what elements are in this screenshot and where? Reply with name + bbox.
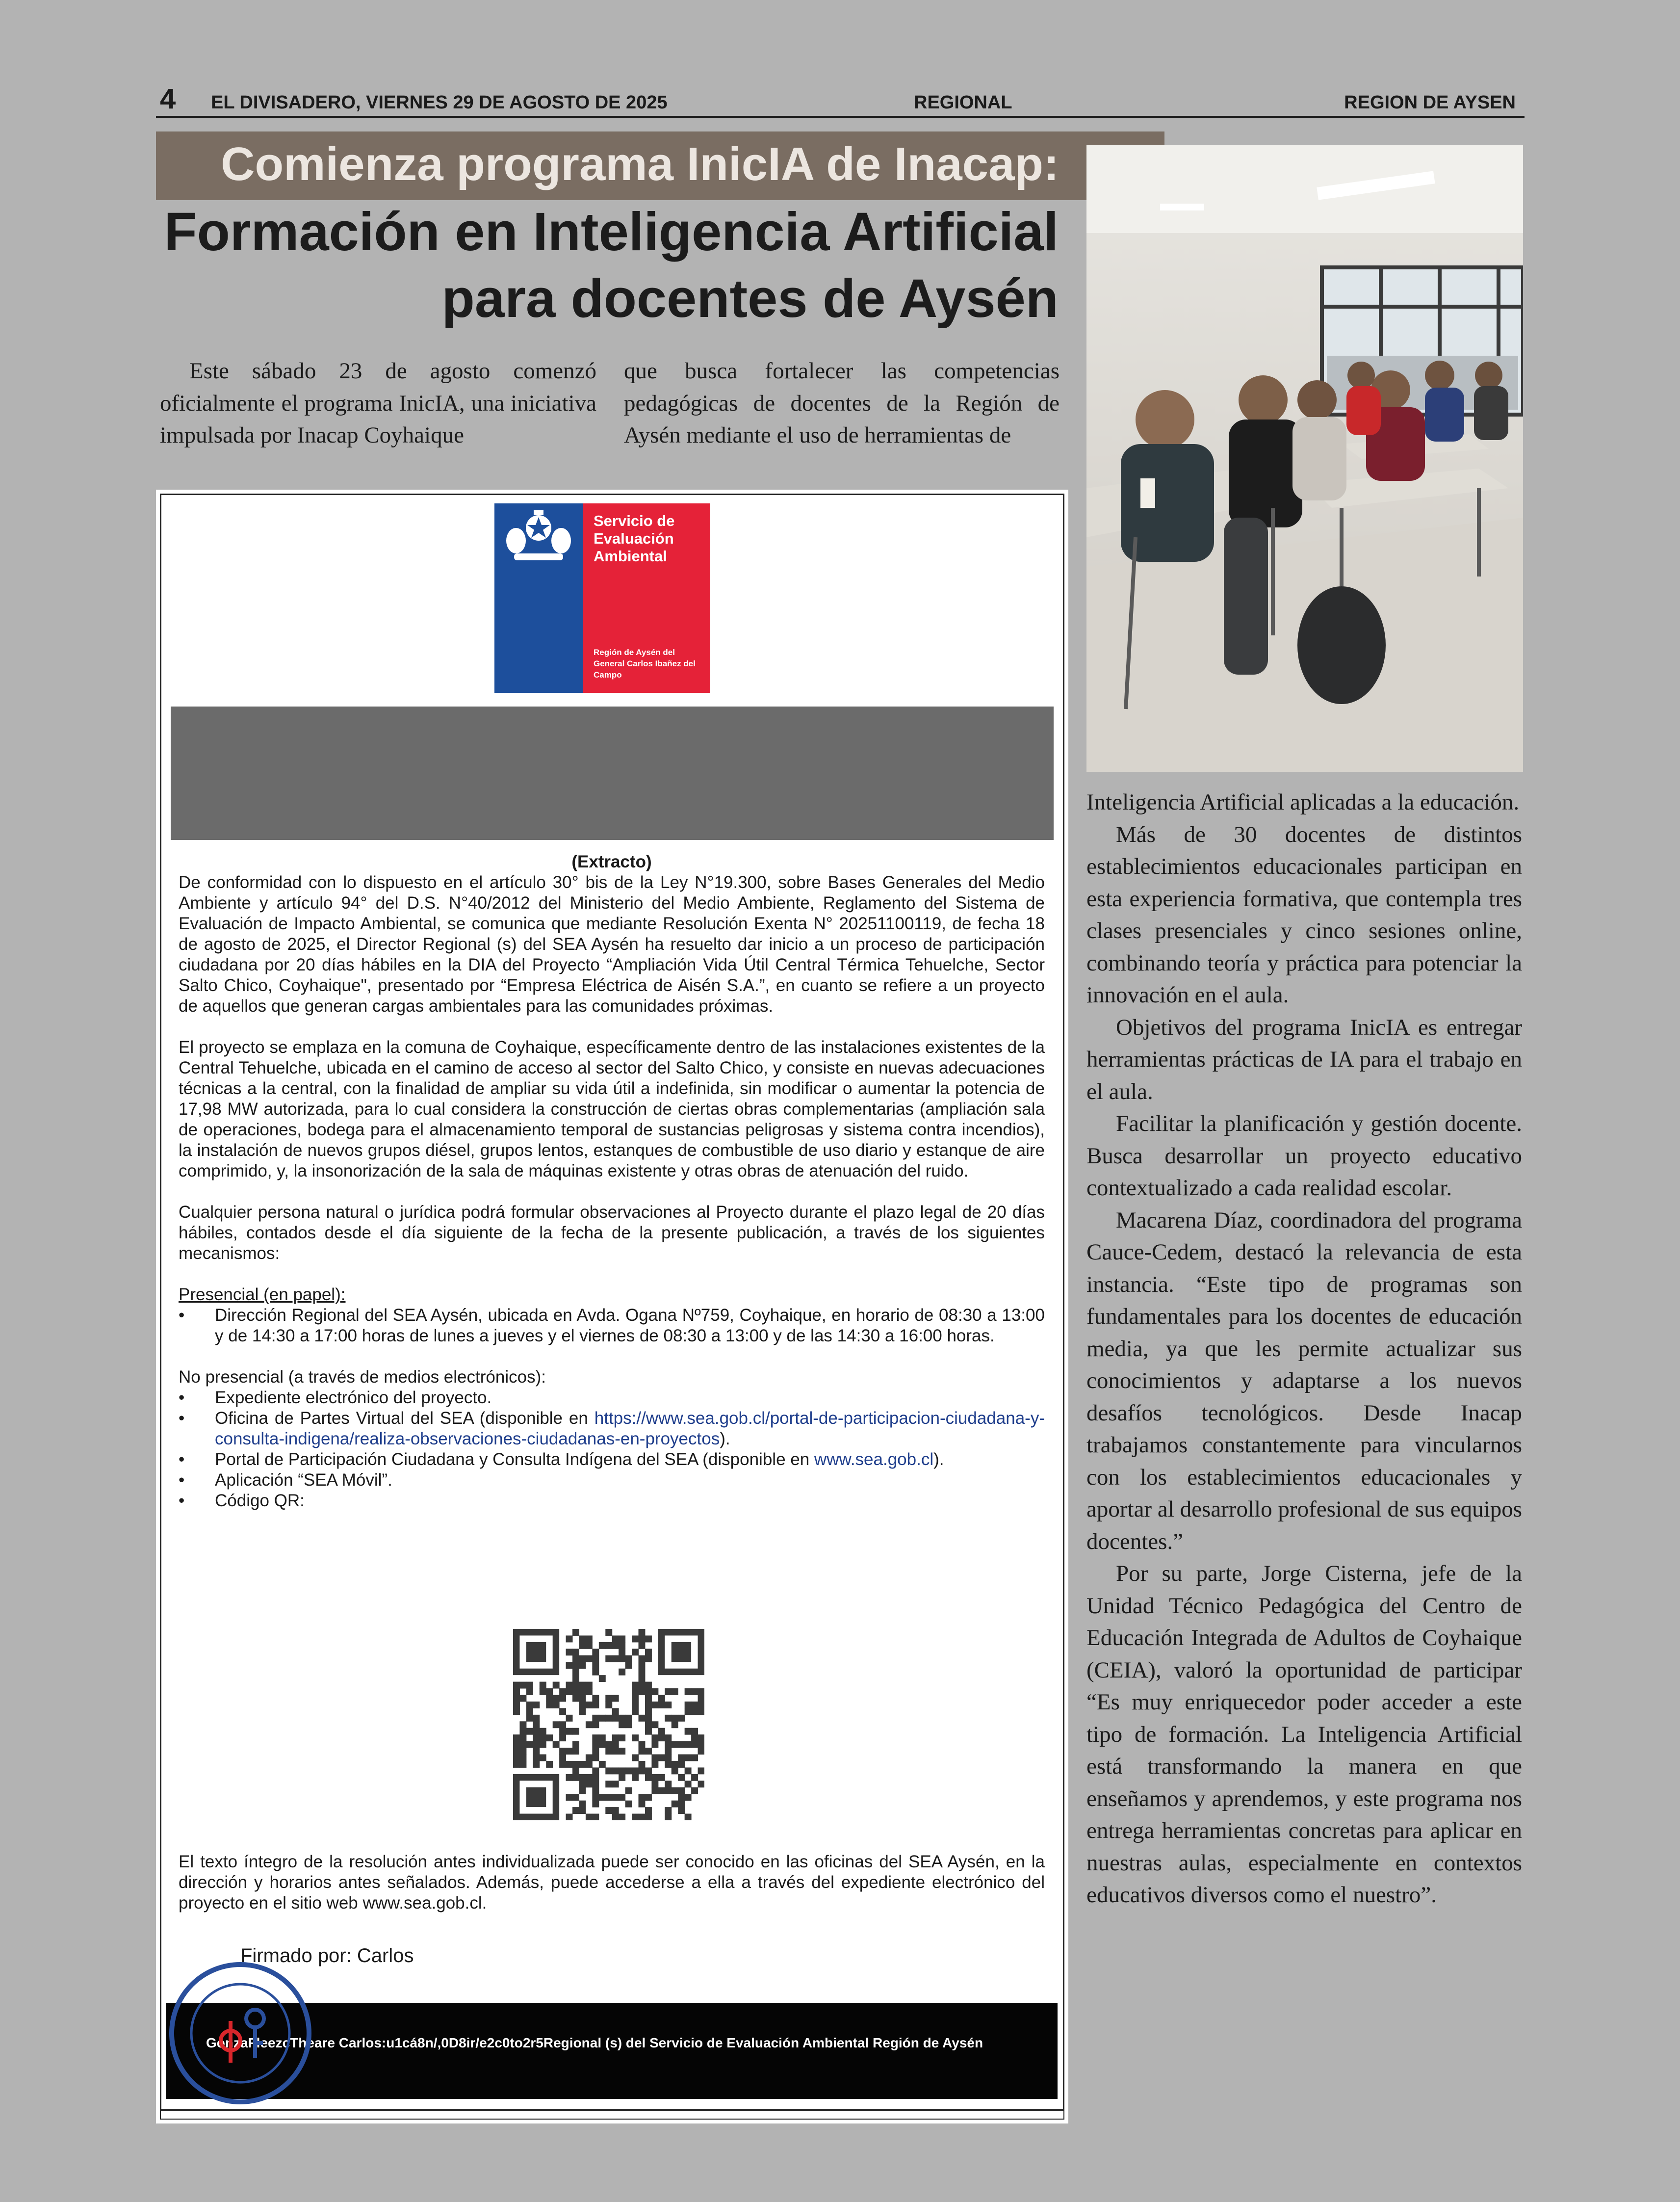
lead-paragraph-2: que busca fortalecer las competencias pedagógicas de docentes de la Región de Aysén mediante el uso de herramientas de: [624, 358, 1060, 448]
right-paragraph-0: Inteligencia Artificial aplicadas a la educación.: [1086, 789, 1520, 815]
right-paragraph-1: Más de 30 docentes de distintos establecimientos educacionales participan en esta experiencia formativa, que contempla tres clases presenciales y cinco sesiones online, combinando teoría y práctica para potenciar la innovación en el aula.: [1086, 821, 1522, 1008]
article-right-column: [1086, 786, 1522, 1912]
presencial-title: Presencial (en papel):: [179, 1285, 346, 1304]
no-presencial-title: No presencial (a través de medios electrónicos):: [179, 1367, 546, 1387]
classroom-photo-illustration: [1086, 145, 1523, 772]
list-item-portal: [179, 1449, 1045, 1470]
notice-grey-band: [171, 707, 1054, 840]
page-header: [156, 83, 1525, 118]
right-paragraph-5: Por su parte, Jorge Cisterna, jefe de la Unidad Técnico Pedagógica del Centro de Educación Integrada de Adultos de Coyhaique (CEIA), valoró la oportunidad de participar “Es muy enriquecedor poder acceder a este tipo de formación. La Inteligencia Artificial está transformando la manera en que enseñamos y aprendemos, y este programa nos entrega herramientas concretas para aplicar en nuestras aulas, especialmente en contextos educativos diversos como el nuestro”.: [1086, 1561, 1522, 1908]
lead-paragraph-1: Este sábado 23 de agosto comenzó oficialmente el programa InicIA, una iniciativa impulsada por Inacap Coyhaique: [160, 358, 596, 448]
region-label: REGION DE AYSEN: [1344, 92, 1516, 113]
presencial-item: • Dirección Regional del SEA Aysén, ubicada en Avda. Ogana Nº759, Coyhaique, en horario de 08:30 a 13:00 y de 14:30 a 17:00 horas de lunes a jueves y el viernes de 08:30 a 13:00 y de las 14:30 a 16:00 horas.: [179, 1305, 1045, 1346]
oficina-close: ).: [720, 1429, 730, 1448]
logo-subtitle: Región de Aysén del General Carlos Ibañez del Campo: [594, 648, 696, 680]
presencial-list: [179, 1305, 1045, 1346]
extracto-heading: (Extracto): [571, 852, 652, 871]
list-item-qr: • Código QR:: [179, 1491, 1045, 1511]
right-paragraph-2: Objetivos del programa InicIA es entregar herramientas prácticas de IA para el trabajo en el aula.: [1086, 1014, 1522, 1104]
lead-column-2: [624, 355, 1060, 452]
lead-column-1: [160, 355, 596, 452]
list-item-expediente: • Expediente electrónico del proyecto.: [179, 1388, 1045, 1408]
oficina-link[interactable]: https://www.sea.gob.cl/portal-de-participacion-ciudadana-y-consulta-indigena/realiza-observaciones-ciudadanas-en-proyectos: [215, 1409, 1045, 1448]
sea-public-notice: [156, 490, 1068, 2123]
signature-bar-text: GonzaFleezcTheare Carlos:u1cá8n/,0D8ir/e2c0to2r5Regional (s) del Servicio de Evaluación Ambiental Región de Aysén: [206, 2035, 983, 2050]
no-presencial-list: [179, 1388, 1045, 1511]
electronic-signature-seal: [167, 1960, 314, 2107]
right-paragraph-3: Facilitar la planificación y gestión docente. Busca desarrollar un proyecto educativo contextualizado a cada realidad escolar.: [1086, 1111, 1522, 1201]
page-number: 4: [160, 83, 176, 115]
article-kicker: [156, 131, 1164, 200]
qr-code-graphic: [513, 1629, 704, 1820]
portal-text: Portal de Participación Ciudadana y Consulta Indígena del SEA (disponible en: [215, 1450, 814, 1469]
kicker-text: Comienza programa InicIA de Inacap:: [221, 138, 1059, 190]
classroom-photo: [1086, 145, 1523, 772]
notice-body: [179, 852, 1045, 1532]
coat-of-arms-icon: [494, 503, 583, 572]
oficina-text: Oficina de Partes Virtual del SEA (disponible en: [215, 1409, 594, 1428]
headline-line-2: para docentes de Aysén: [441, 268, 1059, 329]
qr-code[interactable]: [513, 1629, 704, 1820]
firmado-label: Firmado por: Carlos: [240, 1945, 414, 1966]
notice-paragraph-4: El texto íntegro de la resolución antes individualizada puede ser conocido en las oficinas del SEA Aysén, en la dirección y horarios antes señalados. Además, puede accederse a ella a través del expediente electrónico del proyecto en el sitio web www.sea.gob.cl.: [179, 1852, 1045, 1913]
headline-line-1: Formación en Inteligencia Artificial: [164, 202, 1059, 262]
portal-link[interactable]: www.sea.gob.cl: [814, 1450, 934, 1469]
list-item-app: • Aplicación “SEA Móvil”.: [179, 1470, 1045, 1491]
logo-title: Servicio de Evaluación Ambiental: [594, 512, 675, 565]
seal-icon: [167, 1960, 314, 2107]
section-label: REGIONAL: [914, 92, 1012, 113]
right-paragraph-4: Macarena Díaz, coordinadora del programa Cauce-Cedem, destacó la relevancia de esta instancia. “Este tipo de programas son fundamentales para los docentes de educación media, ya que les permite actualizar sus conocimientos y adaptarse a los nuevos desafíos tecnológicos. Desde Inacap trabajamos constantemente para vincularnos con los establecimientos educacionales y aportar al desarrollo profesional de sus equipos docentes.”: [1086, 1207, 1522, 1554]
portal-close: ).: [933, 1450, 944, 1469]
notice-paragraph-2: El proyecto se emplaza en la comuna de Coyhaique, específicamente dentro de las instalaciones existentes de la Central Tehuelche, ubicada en el camino de acceso al sector del Salto Chico, y consiste en nuevas adecuaciones técnicas a la central, con la finalidad de ampliar su vida útil a indefinida, sin modificar o aumentar la potencia de 17,98 MW autorizada, para lo cual considera la construcción de ciertas obras complementarias (ampliación sala de operaciones, bodega para el almacenamiento temporal de sustancias peligrosas y sistema contra incendios), la instalación de nuevos grupos diésel, grupos lentos, estanques de combustible de uso diario y estanque de aire comprimido, y, la insonorización de la sala de máquinas existente y otras obras de atenuación del ruido.: [179, 1038, 1045, 1180]
notice-paragraph-3: Cualquier persona natural o jurídica podrá formular observaciones al Proyecto durante el plazo legal de 20 días hábiles, contados desde el día siguiente de la fecha de la presente publicación, a través de los siguientes mecanismos:: [179, 1203, 1045, 1263]
notice-paragraph-1: De conformidad con lo dispuesto en el artículo 30° bis de la Ley N°19.300, sobre Bases Generales del Medio Ambiente y artículo 94° del D.S. N°40/2012 del Ministerio del Medio Ambiente, Reglamento del Sistema de Evaluación de Impacto Ambiental, se comunica que mediante Resolución Exenta N° 20251100119, de fecha 18 de agosto de 2025, el Director Regional (s) del SEA Aysén ha resuelto dar inicio a un proceso de participación ciudadana por 20 días hábiles en la DIA del Proyecto “Ampliación Vida Útil Central Térmica Tehuelche, Sector Salto Chico, Coyhaique", presentado por “Empresa Eléctrica de Aisén S.A.”, en cuanto se refiere a un proyecto de aquellos que generan cargas ambientales para las comunidades próximas.: [179, 873, 1045, 1016]
article-headline: [156, 199, 1059, 332]
date-line: EL DIVISADERO, VIERNES 29 DE AGOSTO DE 2025: [211, 92, 668, 113]
list-item-oficina-partes: [179, 1408, 1045, 1449]
logo-blue-panel: [494, 503, 583, 693]
sea-logo: [494, 503, 710, 693]
